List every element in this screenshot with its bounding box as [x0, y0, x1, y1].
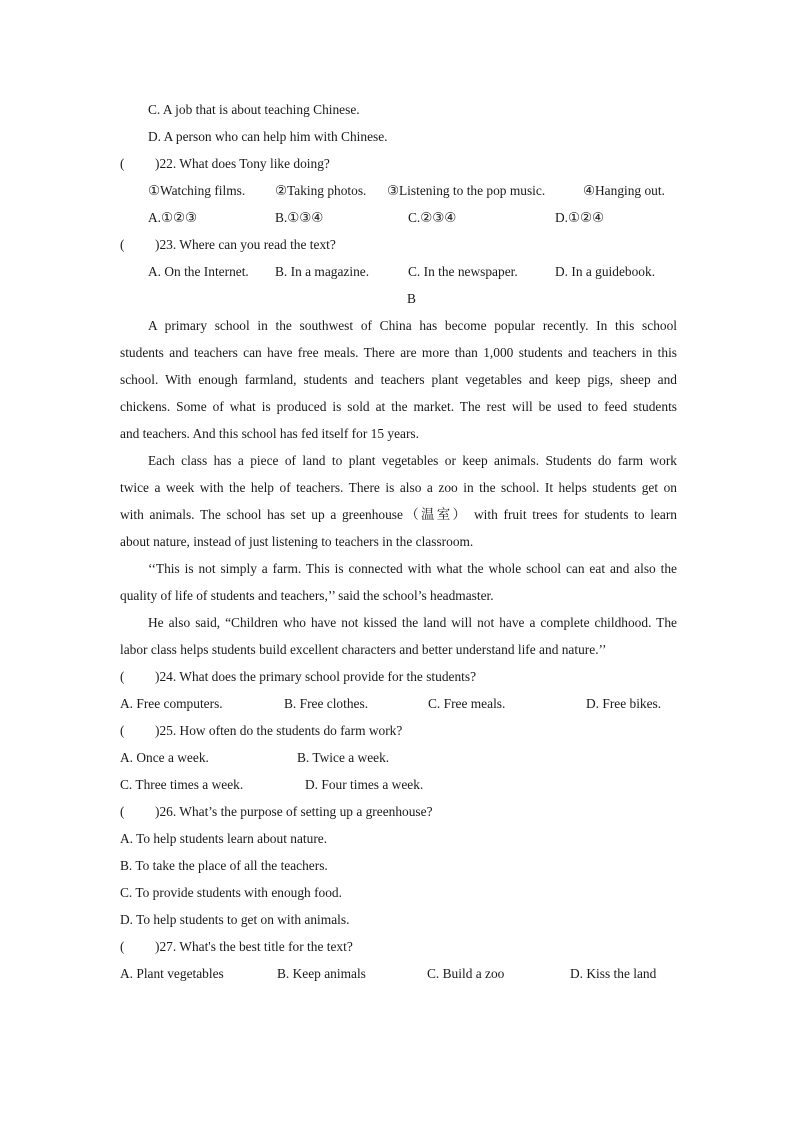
- q23-answer-paren: (: [120, 237, 125, 252]
- q23-option-b: B. In a magazine.: [275, 264, 370, 279]
- q27-option-b: B. Keep animals: [277, 966, 366, 981]
- q25-option-b: B. Twice a week.: [297, 750, 390, 765]
- q26-question: )26. What’s the purpose of setting up a greenhouse?: [155, 804, 433, 819]
- q26-option-b: B. To take the place of all the teachers.: [120, 858, 328, 873]
- q22-item-1: ①Watching films.: [148, 183, 246, 198]
- passage-line: students and teachers can have free meals. There are more than 1,000 students and teachers in this: [120, 345, 677, 360]
- q22-option-c: C.②③④: [408, 210, 457, 225]
- q23-option-d: D. In a guidebook.: [555, 264, 656, 279]
- q26-answer-paren: (: [120, 804, 125, 819]
- passage-line: Each class has a piece of land to plant vegetables or keep animals. Students do farm work: [148, 453, 677, 468]
- q24-question: )24. What does the primary school provide for the students?: [155, 669, 477, 684]
- q24-option-a: A. Free computers.: [120, 696, 223, 711]
- q25-option-c: C. Three times a week.: [120, 777, 244, 792]
- passage-line: labor class helps students build excellent characters and better understand life and nature.’’: [120, 642, 607, 657]
- q26-option-d: D. To help students to get on with animals.: [120, 912, 350, 927]
- q27-option-d: D. Kiss the land: [570, 966, 657, 981]
- passage-line: about nature, instead of just listening to teachers in the classroom.: [120, 534, 474, 549]
- q22-option-a: A.①②③: [148, 210, 198, 225]
- passage-line: ‘‘This is not simply a farm. This is connected with what the whole school can eat and also the: [148, 561, 677, 576]
- q22-question: )22. What does Tony like doing?: [155, 156, 330, 171]
- q25-option-d: D. Four times a week.: [305, 777, 424, 792]
- passage-line: twice a week with the help of teachers. There is also a zoo in the school. It helps students get on: [120, 480, 677, 495]
- q24-answer-paren: (: [120, 669, 125, 684]
- q22-option-b: B.①③④: [275, 210, 324, 225]
- q25-question: )25. How often do the students do farm work?: [155, 723, 403, 738]
- q22-item-4: ④Hanging out.: [583, 183, 665, 198]
- passage-line: quality of life of students and teachers,’’ said the school’s headmaster.: [120, 588, 494, 603]
- q22-answer-paren: (: [120, 156, 125, 171]
- q21-option-d: D. A person who can help him with Chinese.: [148, 129, 388, 144]
- q27-answer-paren: (: [120, 939, 125, 954]
- passage-line: and teachers. And this school has fed itself for 15 years.: [120, 426, 419, 441]
- q25-option-a: A. Once a week.: [120, 750, 209, 765]
- q23-question: )23. Where can you read the text?: [155, 237, 336, 252]
- q22-option-d: D.①②④: [555, 210, 605, 225]
- q23-option-c: C. In the newspaper.: [408, 264, 518, 279]
- passage-line: He also said, “Children who have not kissed the land will not have a complete childhood. The: [148, 615, 677, 630]
- q27-option-c: C. Build a zoo: [427, 966, 505, 981]
- passage-line: with animals. The school has set up a greenhouse（温室） with fruit trees for students to learn: [120, 507, 677, 522]
- passage-line: A primary school in the southwest of China has become popular recently. In this school: [148, 318, 677, 333]
- q27-question: )27. What's the best title for the text?: [155, 939, 353, 954]
- q22-item-2: ②Taking photos.: [275, 183, 367, 198]
- q22-item-3: ③Listening to the pop music.: [387, 183, 546, 198]
- q24-option-c: C. Free meals.: [428, 696, 506, 711]
- q24-option-d: D. Free bikes.: [586, 696, 662, 711]
- passage-line: school. With enough farmland, students and teachers plant vegetables and keep pigs, sheep and: [120, 372, 677, 387]
- q26-option-a: A. To help students learn about nature.: [120, 831, 328, 846]
- q26-option-c: C. To provide students with enough food.: [120, 885, 342, 900]
- passage-line: chickens. Some of what is produced is sold at the market. The rest will be used to feed students: [120, 399, 677, 414]
- q27-option-a: A. Plant vegetables: [120, 966, 224, 981]
- q24-option-b: B. Free clothes.: [284, 696, 369, 711]
- q23-option-a: A. On the Internet.: [148, 264, 249, 279]
- section-label: B: [407, 291, 416, 306]
- q25-answer-paren: (: [120, 723, 125, 738]
- q21-option-c: C. A job that is about teaching Chinese.: [148, 102, 360, 117]
